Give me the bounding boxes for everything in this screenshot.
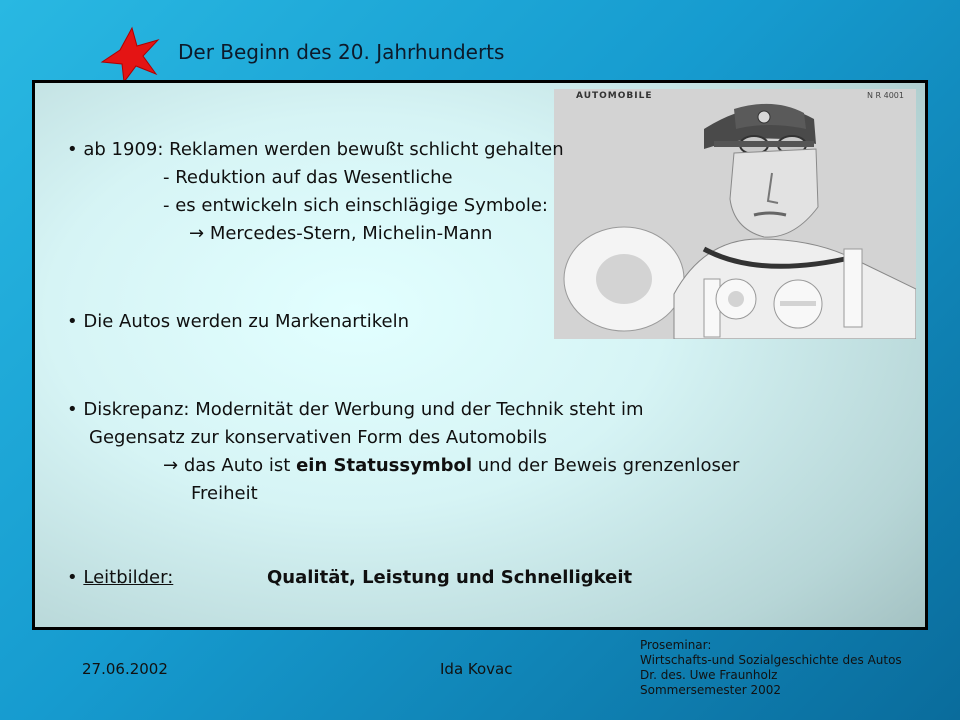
- bullet-3-line-1: [67, 399, 644, 420]
- bullet-2-line: [67, 311, 409, 332]
- course-info: [640, 638, 902, 698]
- arrow-right-icon: →: [163, 455, 179, 476]
- bullet-3-text-1: Diskrepanz: Modernität der Werbung und der Technik steht im: [83, 399, 644, 420]
- footer-author: Ida Kovac: [440, 660, 513, 678]
- bullet-3-text-3b: und der Beweis grenzenloser: [477, 455, 740, 476]
- course-line: Sommersemester 2002: [640, 683, 781, 697]
- poster-numbers: N R 4001: [867, 91, 904, 100]
- bullet-3-line-3: [163, 455, 739, 476]
- bullet-marker: •: [67, 399, 78, 420]
- bullet-3-line-4: Freiheit: [191, 483, 258, 504]
- opel-poster-illustration: [554, 89, 916, 339]
- footer-date: 27.06.2002: [82, 660, 168, 678]
- leitbilder-label: Leitbilder:: [83, 567, 174, 588]
- bullet-marker: •: [67, 567, 78, 588]
- poster-heading: AUTOMOBILE: [576, 91, 653, 101]
- bullet-2-text: Die Autos werden zu Markenartikeln: [83, 311, 409, 332]
- bullet-1-sub-2: - es entwickeln sich einschlägige Symbole:: [163, 195, 548, 216]
- arrow-right-icon: →: [189, 223, 205, 244]
- bullet-1-sub-3: [189, 223, 492, 244]
- course-line: Dr. des. Uwe Fraunholz: [640, 668, 778, 682]
- bullet-1-line: [67, 139, 564, 160]
- bullet-1-text: ab 1909: Reklamen werden bewußt schlicht gehalten: [83, 139, 564, 160]
- course-line: Wirtschafts-und Sozialgeschichte des Autos: [640, 653, 902, 667]
- bullet-3-line-2: Gegensatz zur konservativen Form des Automobils: [89, 427, 548, 448]
- bullet-1-sub-3-text: Mercedes-Stern, Michelin-Mann: [209, 223, 493, 244]
- leitbilder-value: Qualität, Leistung und Schnelligkeit: [267, 567, 633, 588]
- slide-title: Der Beginn des 20. Jahrhunderts: [178, 40, 505, 64]
- bullet-marker: •: [67, 139, 78, 160]
- bullet-3-text-3a: das Auto ist: [183, 455, 291, 476]
- opel-poster-image: [554, 89, 916, 339]
- course-line: Proseminar:: [640, 638, 712, 652]
- bullet-1-sub-1: - Reduktion auf das Wesentliche: [163, 167, 453, 188]
- content-panel: [32, 80, 928, 630]
- bullet-marker: •: [67, 311, 78, 332]
- status-symbol-text: ein Statussymbol: [296, 455, 473, 476]
- bullet-4-line: [67, 567, 173, 588]
- red-star-icon: [100, 26, 160, 84]
